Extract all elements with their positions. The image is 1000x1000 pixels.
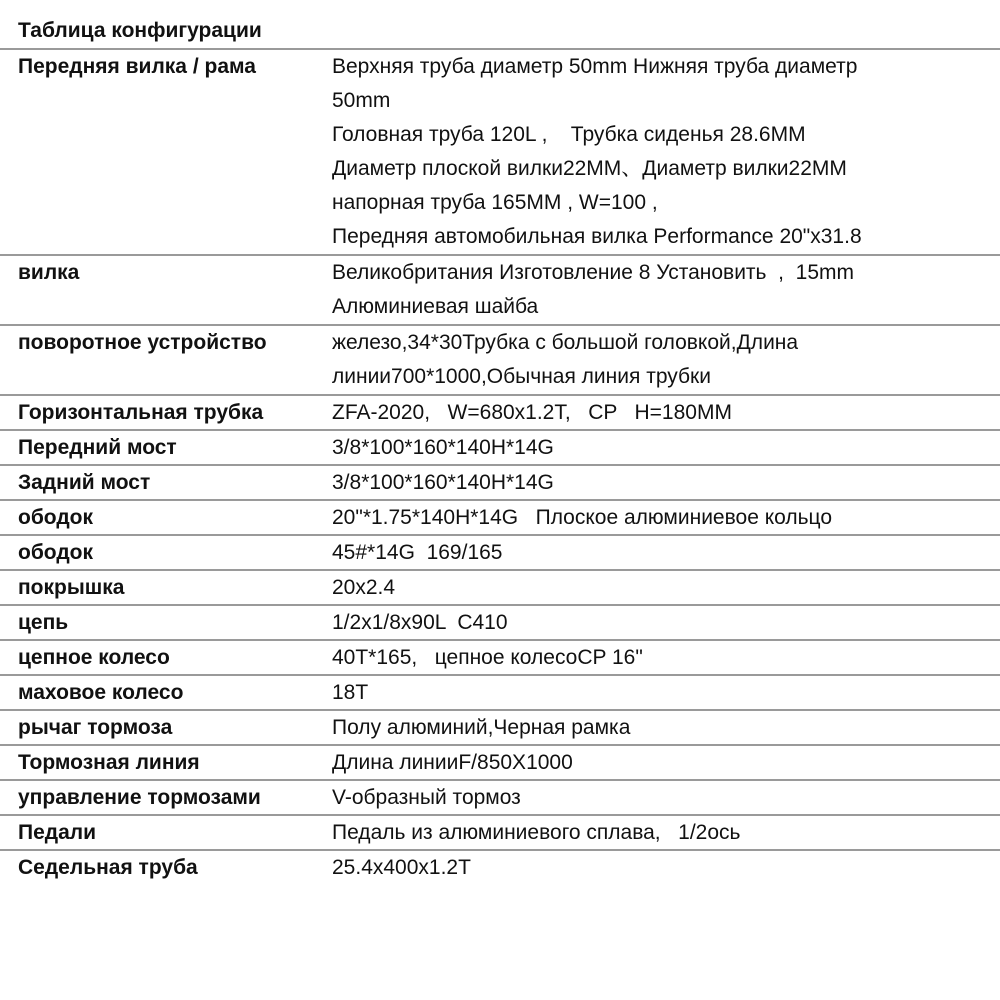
row-value	[332, 466, 1000, 499]
table-row	[0, 396, 1000, 431]
row-label: Передняя вилка / рама	[18, 55, 256, 78]
row-value	[332, 396, 1000, 429]
row-value-line: Верхняя труба диаметр 50mm Нижняя труба диаметр	[332, 55, 858, 78]
row-value-line: Длина линииF/850X1000	[332, 751, 573, 774]
row-value	[332, 50, 1000, 254]
table-row	[0, 711, 1000, 746]
row-value-line: Головная труба 120L , Трубка сиденья 28.6MM	[332, 123, 806, 146]
table-row	[0, 676, 1000, 711]
row-value	[332, 816, 1000, 849]
row-label: покрышка	[18, 576, 125, 599]
row-value	[332, 326, 1000, 394]
row-value-line: 25.4x400x1.2T	[332, 856, 471, 879]
row-value-line: Передняя автомобильная вилка Performance 20"x31.8	[332, 225, 862, 248]
row-value	[332, 571, 1000, 604]
table-body	[0, 50, 1000, 884]
row-value	[332, 641, 1000, 674]
row-label: Горизонтальная трубка	[18, 401, 264, 424]
table-row	[0, 501, 1000, 536]
row-value-line: ZFA-2020, W=680x1.2T, CP H=180MM	[332, 401, 732, 424]
table-row	[0, 571, 1000, 606]
table-row	[0, 851, 1000, 884]
row-value	[332, 256, 1000, 324]
row-value	[332, 501, 1000, 534]
table-row	[0, 816, 1000, 851]
row-label: цепь	[18, 611, 69, 634]
row-label: Передний мост	[18, 436, 177, 459]
row-value-line: линии700*1000,Обычная линия трубки	[332, 365, 711, 388]
row-label: Тормозная линия	[18, 751, 200, 774]
row-value-line: Великобритания Изготовление 8 Установить , 15mm	[332, 261, 855, 284]
row-value-line: Диаметр плоской вилки22MM、Диаметр вилки22MM	[332, 157, 847, 180]
row-value-line: Педаль из алюминиевого сплава, 1/2ось	[332, 821, 741, 844]
row-value	[332, 431, 1000, 464]
row-value	[332, 746, 1000, 779]
table-row	[0, 256, 1000, 326]
row-label: поворотное устройство	[18, 331, 267, 354]
row-value	[332, 851, 1000, 884]
row-value	[332, 676, 1000, 709]
row-value-line: 3/8*100*160*140H*14G	[332, 436, 554, 459]
row-value-line: V-образный тормоз	[332, 786, 521, 809]
row-label: рычаг тормоза	[18, 716, 173, 739]
row-label: Задний мост	[18, 471, 151, 494]
row-value-line: 3/8*100*160*140H*14G	[332, 471, 554, 494]
table-row	[0, 50, 1000, 256]
row-value-line: 40T*165, цепное колесоCP 16"	[332, 646, 643, 669]
row-label: управление тормозами	[18, 786, 261, 809]
row-value-line: железо,34*30Трубка с большой головкой,Длина	[332, 331, 799, 354]
row-label: Седельная труба	[18, 856, 198, 879]
table-row	[0, 606, 1000, 641]
row-value	[332, 711, 1000, 744]
row-label: вилка	[18, 261, 80, 284]
row-value-line: 1/2x1/8x90L C410	[332, 611, 508, 634]
row-label: ободок	[18, 506, 94, 529]
table-row	[0, 746, 1000, 781]
row-value-line: напорная труба 165MM , W=100 ,	[332, 191, 658, 214]
row-value-line: 18T	[332, 681, 369, 704]
row-value-line: Полу алюминий,Черная рамка	[332, 716, 631, 739]
row-value	[332, 606, 1000, 639]
row-value-line: 20x2.4	[332, 576, 396, 599]
table-row	[0, 641, 1000, 676]
table-row	[0, 326, 1000, 396]
row-value	[332, 536, 1000, 569]
row-value	[332, 781, 1000, 814]
table-row	[0, 431, 1000, 466]
row-label: маховое колесо	[18, 681, 184, 704]
row-label: Педали	[18, 821, 97, 844]
row-value-line: 20"*1.75*140H*14G Плоское алюминиевое кольцо	[332, 506, 833, 529]
row-value-line: 50mm	[332, 89, 391, 112]
row-label: цепное колесо	[18, 646, 170, 669]
table-row	[0, 466, 1000, 501]
table-row	[0, 536, 1000, 571]
row-value-line: Алюминиевая шайба	[332, 295, 539, 318]
table-title: Таблица конфигурации	[18, 19, 262, 42]
row-value-line: 45#*14G 169/165	[332, 541, 503, 564]
table-row	[0, 781, 1000, 816]
row-label: ободок	[18, 541, 94, 564]
